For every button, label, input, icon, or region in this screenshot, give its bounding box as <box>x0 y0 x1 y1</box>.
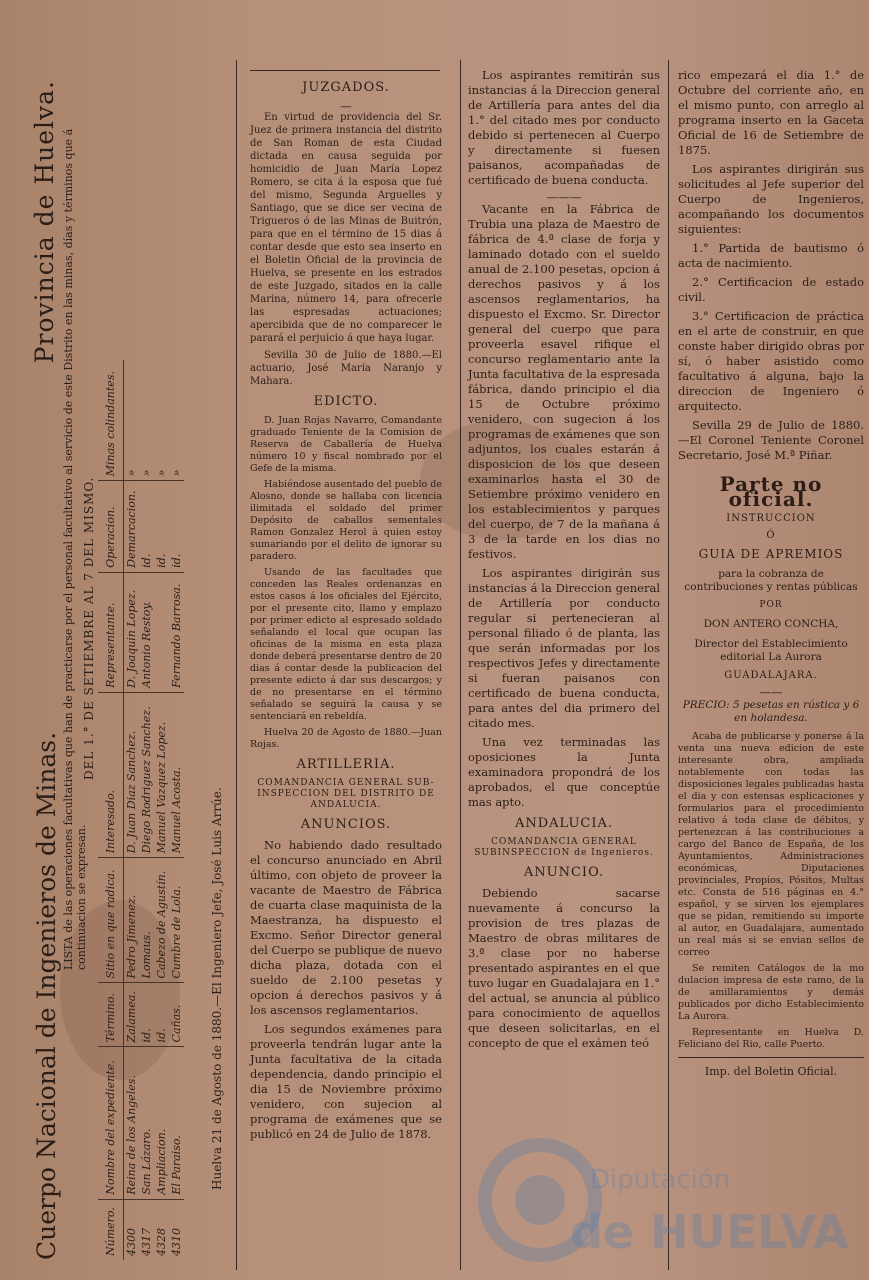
juzgados-text: En virtud de providencia del Sr. Juez de primera instancia del distrito de San Roman de esta Ciudad dictada en causa seguida por homicidio de Juan María Lopez Romero, se cita á la esposa que fué del mismo, Segunda Arguelles y Santiago, que se dice ser vecina de Trigueros ó de las Minas de Buitrón, para que en el término de 15 dias á contar desde que esto sea inserto en el Boletin Oficial de la provincia de Huelva, se presente en los estrados de este Juzgado, sitados en la calle Marina, número 14, para ofrecerle las espresadas actuaciones; apercibida que de no comparecer le parará el perjuicio á que haya lugar. <box>250 112 442 344</box>
col3-sign: Sevilla 29 de Julio de 1880. —El Coronel Teniente Coronel Secretario, José M.ª Piñar. <box>678 418 864 462</box>
anuncios-p2: Los segundos exámenes para proveerla tendrán lugar ante la Junta facultativa de la citada dependencia, dando principio el dia 15 de Noviembre próximo venidero, con sujecion al programa de exámenes que se publicó en 24 de Julio de 1878. <box>250 1022 442 1141</box>
city: GUADALAJARA. <box>724 670 818 681</box>
col-operacion: Operacion. <box>98 481 124 572</box>
anuncios-title: ANUNCIOS. <box>300 817 392 832</box>
separator: — <box>340 99 352 113</box>
parte-no-oficial: Parte no oficial. <box>719 472 823 511</box>
col2-p1: Los aspirantes remitirán sus instancias á la Direccion general de Artillería para antes del dia 1.° del citado mes por conducto debido si pertenecen al Cuerpo y directamente si fuesen paisanos, acompañadas de certificado de buena conducta. <box>468 68 660 187</box>
andalucia-sub: COMANDANCIA GENERAL SUBINSPECCION de Ingenieros. <box>474 837 654 858</box>
column-rule <box>236 60 237 1270</box>
province-title: Provincia de Huelva. <box>30 80 59 364</box>
juzgados-sign: Sevilla 30 de Julio de 1880.—El actuario, José María Naranjo y Mahara. <box>250 350 442 387</box>
instr-desc: para la cobranza de contribuciones y rentas públicas <box>684 568 858 593</box>
col3-item1: 1.° Partida de bautismo ó acta de nacimiento. <box>678 241 864 270</box>
artilleria-sub: COMANDANCIA GENERAL SUB-INSPECCION DEL DISTRITO DE ANDALUCIA. <box>257 778 435 810</box>
list-title: LISTA de las operaciones facultativas que han de practicarse por el personal facultativo al servicio de este Distrito en las minas, días y términos que á continuacion se expresan. <box>62 128 88 970</box>
column-rule <box>668 60 669 1270</box>
instr-o: Ó <box>766 530 776 541</box>
anuncios-p1: No habiendo dado resultado el concurso anunciado en Abril último, con objeto de proveer la vacante de Maestro de Fábrica de cuarta clase maquinista de la Maestranza, ha dispuesto el Excmo. Señor Director general del Cuerpo se publique de nuevo dicha plaza, dotada con el sueldo de 2.100 pesetas y opcion á derechos pasivos y á los ascensos reglamentarios. <box>250 838 442 1017</box>
col-nombre: Nombre del expediente. <box>98 1047 124 1199</box>
andalucia-title: ANDALUCIA. <box>514 816 614 831</box>
column-rule <box>460 60 461 1270</box>
anuncio-title: ANUNCIO. <box>523 865 605 880</box>
imprint-rule <box>678 1057 864 1058</box>
column-3 <box>678 68 864 1085</box>
por-label: POR <box>759 600 783 610</box>
table-row: 4300 Reina de los Angeles. Zalamea. Pedro Jimenez. D. Juan Diaz Sanchez. D. Joaquin Lopez. Demarcacion. » <box>124 360 140 1260</box>
column-1 <box>250 74 442 1146</box>
col3-item2: 2.° Certificacion de estado civil. <box>678 275 864 304</box>
col-interesado: Interesado. <box>98 692 124 857</box>
column-2 <box>468 68 660 1055</box>
edicto-p1: D. Juan Rojas Navarro, Comandante graduado Teniente de la Comision de Reserva de Caballería de Huelva número 10 y fiscal nombrado por el Gefe de la misma. <box>250 415 442 474</box>
top-rule <box>250 70 440 71</box>
col3-p2: Los aspirantes dirigirán sus solicitudes al Jefe superior del Cuerpo de Ingenieros, acompañando los documentos siguientes: <box>678 162 864 236</box>
separator: —— <box>759 685 783 699</box>
anuncio-text: Debiendo sacarse nuevamente á concurso la provision de tres plazas de Maestro de obras militares de 3.ª clase por no haberse presentado aspirantes en el que tuvo lugar en Guadalajara en 1.° del actual, se anuncia al público para conocimiento de aquellos que deseen solicitarlas, en el concepto de que el exámen teó <box>468 886 660 1050</box>
edicto-title: EDICTO. <box>313 394 379 409</box>
table-row: 4328 Ampliacion. id. Cabezo de Agustín. Manuel Vazquez Lopez. id. » <box>154 360 169 1260</box>
edicto-p3: Usando de las facultades que conceden las Reales ordenanzas en estos casos á los oficiales del Ejército, por el presente cito, llamo y emplazo por primer edicto al espresado soldado señalando el local que ocupan las oficinas de la misma en esta plaza donde deberá presentarse dentro de 20 dias á contar desde la publicacion del presente edicto á dar sus descargos; y de no presentarse en el término señalado se seguirá la causa y se sentenciará en rebeldía. <box>250 567 442 722</box>
book-desc2: Se remiten Catálogos de la mo dulacion impresa de este ramo, de la de amillaramientos y demás publicados por dicho Establecimiento La Aurora. <box>678 963 864 1022</box>
list-period: DEL 1.° DE SETIEMBRE AL 7 DEL MISMO. <box>82 476 96 780</box>
instr-title: INSTRUCCION <box>726 513 816 524</box>
watermark-text-2: de HUELVA <box>570 1205 849 1259</box>
col-representante: Representante. <box>98 572 124 692</box>
col3-item3: 3.° Certificacion de práctica en el arte de construir, en que conste haber dirigido obras por sí, ó haber asistido como facultativo á alguna, bajo la direccion de Ingeniero ó arquitecto. <box>678 309 864 413</box>
watermark-text-1: Diputación <box>590 1165 731 1195</box>
juzgados-title: JUZGADOS. <box>302 80 390 95</box>
table-row: 4317 San Lázaro. id. Lomaus. Diego Rodriguez Sanchez. Antonio Restoy. id. » <box>139 360 154 1260</box>
separator: ——— <box>546 190 582 204</box>
col2-p2: Vacante en la Fábrica de Trubia una plaza de Maestro de fábrica de 4.ª clase de forja y laminado dotado con el sueldo anual de 2.100 pesetas, opcion á derechos pasivos y á los ascensos reglamentarios, ha dispuesto el Excmo. Sr. Director general del cuerpo que para proveerla esavel rifique el concurso reglamentario ante la Junta facultativa de la espresada fábrica, dando principio el dia 15 de Octubre próximo venidero, con sugecion á los programas de exámenes que son adjuntos, los cuales estarán á disposicion de los que deseen examinarlos hasta el 30 de Setiembre próximo venidero en los establecimientos y parques del cuerpo, de 7 de la mañana á 3 de la tarde en los dias no festivos. <box>468 202 660 561</box>
representative: Representante en Huelva D. Feliciano del Rio, calle Puerto. <box>678 1027 864 1050</box>
artilleria-title: ARTILLERIA. <box>296 757 396 772</box>
corps-title: Cuerpo Nacional de Ingenieros de Minas. <box>32 731 61 1260</box>
edicto-p2: Habiéndose ausentado del pueblo de Alosno, donde se hallaba con licencia ilimitada el soldado del primer Depósito de caballos sementales Ramon Gonzalez Herol á quien estoy sumariando por el delito de ignorar su paradero. <box>250 479 442 562</box>
col-colindantes: Minas colindantes. <box>98 360 124 481</box>
imprint: Imp. del Boletin Oficial. <box>704 1065 838 1078</box>
col3-p1: rico empezará el dia 1.° de Octubre del corriente año, en el mismo punto, con arreglo al programa inserto en la Gaceta Oficial de 16 de Setiembre de 1875. <box>678 68 864 157</box>
col-termino: Término. <box>98 983 124 1047</box>
table-row: 4310 El Paraiso. Cañas. Cumbre de Lola. Manuel Acosta. Fernando Barrosa. id. » <box>169 360 184 1260</box>
col2-p4: Una vez terminadas las oposiciones la Junta examinadora propondrá de los aprobados, el que conceptúe mas apto. <box>468 735 660 809</box>
author-name: DON ANTERO CONCHA, <box>703 618 839 630</box>
book-desc: Acaba de publicarse y ponerse á la venta una nueva edicion de este interesante obra, ampliada notablemente con todas las disposiciones legales publicadas hasta el dia y con estensas esplicaciones y formularios para el procedimiento relativo á toda clase de débitos, y pertenezcan á las contribuciones a cargo del Banco de España, de los Ayuntamientos, Administraciones económicas, Diputaciones provinciales, Propios, Pósitos, Multas etc. Consta de 516 páginas en 4.° español, y se sirven los ejemplares que se pidan, remitiendo su importe al autor, en Guadalajara, aumentado un real más si se envian sellos de correo <box>678 731 864 958</box>
price: PRECIO: 5 pesetas en rústica y 6 en holandesa. <box>682 699 860 724</box>
col-numero: Número. <box>98 1199 124 1260</box>
mines-table <box>98 360 184 1260</box>
mines-list-section <box>20 40 235 1260</box>
edicto-sign: Huelva 20 de Agosto de 1880.—Juan Rojas. <box>250 727 442 750</box>
col2-p3: Los aspirantes dirigirán sus instancias á la Direccion general de Artillería por conducto regular si pertenecieran al personal filiado ó de planta, las que serán informadas por los respectivos Jefes y directamente si fueran paisanos con certificado de buena conducta, para antes del dia primero del citado mes. <box>468 566 660 730</box>
col-sitio: Sitio en que radica. <box>98 858 124 983</box>
table-footer: Huelva 21 de Agosto de 1880.—El Ingeniero Jefe, José Luis Arrúe. <box>210 787 224 1190</box>
author-desc: Director del Establecimiento editorial La Aurora <box>694 638 848 663</box>
instr-guia: GUIA DE APREMIOS <box>698 547 844 561</box>
